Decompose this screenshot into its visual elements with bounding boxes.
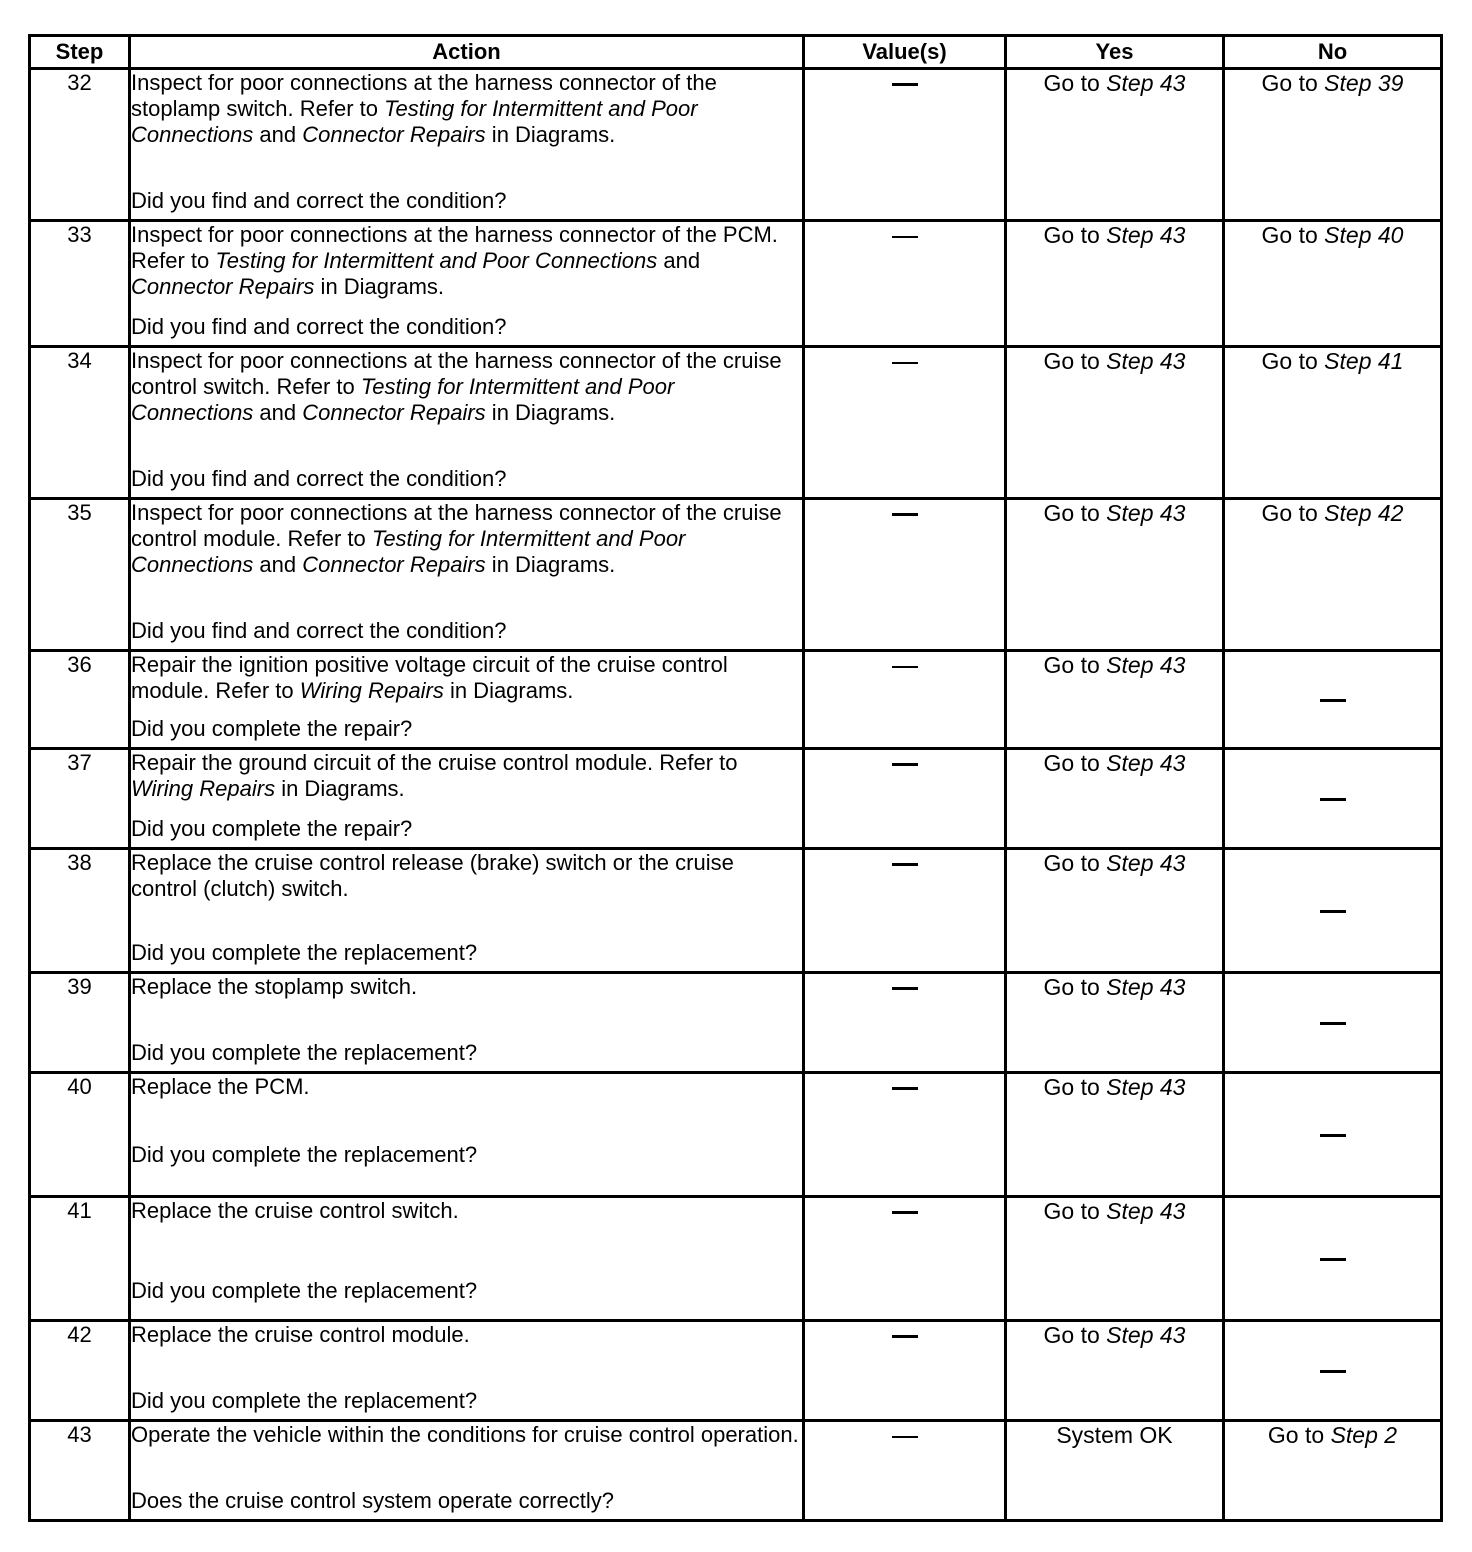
value-dash [892,362,918,364]
action-question: Does the cruise control system operate correctly? [131,1488,614,1513]
value-dash [892,987,918,990]
step-link[interactable]: Step 43 [1106,974,1186,1000]
value-cell [804,1197,1006,1321]
step-link[interactable]: Step 43 [1106,850,1186,876]
step-link[interactable]: Step 43 [1106,222,1186,248]
step-number: 42 [30,1321,130,1421]
yes-cell: Go to Step 43 [1006,849,1224,973]
value-cell [804,1073,1006,1197]
step-number: 36 [30,651,130,749]
value-cell [804,849,1006,973]
yes-cell: Go to Step 43 [1006,499,1224,651]
action-cell [130,1321,804,1421]
value-dash [892,863,918,866]
step-link[interactable]: Step 43 [1106,70,1186,96]
no-dash [1320,1258,1346,1261]
no-dash [1320,910,1346,913]
table-row [30,347,1442,499]
action-instruction: Inspect for poor connections at the harness connector of the cruise control module. Refer to Testing for Intermittent and Poor Connections and Connector Repairs in Diagrams. [131,500,782,577]
step-link[interactable]: Step 43 [1106,652,1186,678]
action-question: Did you complete the replacement? [131,1278,478,1303]
step-link[interactable]: Step 41 [1324,348,1404,374]
action-cell [130,1073,804,1197]
step-link[interactable]: Step 2 [1330,1422,1398,1448]
column-header-step: Step [30,36,130,69]
yes-cell: System OK [1006,1421,1224,1521]
table-row [30,973,1442,1073]
step-number: 34 [30,347,130,499]
action-cell [130,347,804,499]
action-question: Did you find and correct the condition? [131,314,507,339]
step-link[interactable]: Step 42 [1324,500,1404,526]
no-dash [1320,1134,1346,1137]
table-header-row [30,36,1442,69]
table-row [30,849,1442,973]
step-number: 35 [30,499,130,651]
table-row [30,1073,1442,1197]
yes-cell: Go to Step 43 [1006,651,1224,749]
action-instruction: Replace the stoplamp switch. [131,974,418,999]
action-cell [130,499,804,651]
yes-cell: Go to Step 43 [1006,221,1224,347]
step-number: 38 [30,849,130,973]
yes-cell: Go to Step 43 [1006,347,1224,499]
no-cell [1224,1073,1442,1197]
step-link[interactable]: Step 43 [1106,348,1186,374]
action-question: Did you complete the replacement? [131,1142,478,1167]
action-question: Did you complete the replacement? [131,1388,478,1413]
step-link[interactable]: Step 43 [1106,1322,1186,1348]
table-row [30,749,1442,849]
table-row [30,1321,1442,1421]
step-number: 41 [30,1197,130,1321]
value-cell [804,973,1006,1073]
action-cell [130,651,804,749]
doc-reference: Connector Repairs [131,274,315,299]
action-instruction: Replace the cruise control release (brake) switch or the cruise control (clutch) switch. [131,850,734,901]
step-link[interactable]: Step 40 [1324,222,1404,248]
action-question: Did you find and correct the condition? [131,618,507,643]
doc-reference: Connector Repairs [302,400,486,425]
step-number: 33 [30,221,130,347]
value-dash [892,1211,918,1214]
step-link[interactable]: Step 39 [1324,70,1404,96]
no-cell: Go to Step 41 [1224,347,1442,499]
action-question: Did you complete the replacement? [131,940,478,965]
yes-cell: Go to Step 43 [1006,1321,1224,1421]
no-cell [1224,973,1442,1073]
no-cell: Go to Step 40 [1224,221,1442,347]
action-instruction: Replace the PCM. [131,1074,310,1099]
value-dash [892,236,918,238]
value-cell [804,499,1006,651]
value-cell [804,1321,1006,1421]
value-cell [804,221,1006,347]
action-cell [130,221,804,347]
value-dash [892,666,918,668]
yes-cell: Go to Step 43 [1006,973,1224,1073]
value-dash [892,513,918,516]
no-cell [1224,749,1442,849]
doc-reference: Connector Repairs [302,552,486,577]
action-question: Did you complete the replacement? [131,1040,478,1065]
column-header-no: No [1224,36,1442,69]
step-link[interactable]: Step 43 [1106,1198,1186,1224]
action-cell [130,849,804,973]
value-cell [804,69,1006,221]
no-dash [1320,1022,1346,1025]
no-cell: Go to Step 39 [1224,69,1442,221]
doc-reference: Testing for Intermittent and Poor Connections [131,96,698,147]
step-link[interactable]: Step 43 [1106,1074,1186,1100]
action-question: Did you complete the repair? [131,716,413,741]
step-number: 43 [30,1421,130,1521]
step-link[interactable]: Step 43 [1106,750,1186,776]
action-cell [130,1197,804,1321]
column-header-yes: Yes [1006,36,1224,69]
no-dash [1320,699,1346,702]
diagnostic-steps-table [28,34,1443,1522]
value-dash [892,763,918,766]
table-row [30,69,1442,221]
value-dash [892,83,918,86]
no-cell [1224,1197,1442,1321]
action-instruction: Repair the ignition positive voltage circuit of the cruise control module. Refer to Wiring Repairs in Diagrams. [131,652,728,703]
action-instruction: Repair the ground circuit of the cruise control module. Refer to Wiring Repairs in Diagrams. [131,750,738,801]
action-instruction: Operate the vehicle within the conditions for cruise control operation. [131,1422,799,1447]
doc-reference: Wiring Repairs [131,776,276,801]
value-dash [892,1436,918,1438]
step-number: 37 [30,749,130,849]
column-header-values: Value(s) [804,36,1006,69]
table-row [30,221,1442,347]
action-question: Did you find and correct the condition? [131,188,507,213]
yes-cell: Go to Step 43 [1006,1073,1224,1197]
step-link[interactable]: Step 43 [1106,500,1186,526]
no-cell [1224,651,1442,749]
action-cell [130,1421,804,1521]
no-cell: Go to Step 42 [1224,499,1442,651]
step-number: 32 [30,69,130,221]
no-cell [1224,1321,1442,1421]
table-row [30,651,1442,749]
table-row [30,1197,1442,1321]
action-question: Did you complete the repair? [131,816,413,841]
action-instruction: Replace the cruise control switch. [131,1198,459,1223]
doc-reference: Testing for Intermittent and Poor Connections [131,374,675,425]
step-number: 40 [30,1073,130,1197]
doc-reference: Wiring Repairs [299,678,444,703]
yes-cell: Go to Step 43 [1006,749,1224,849]
action-instruction: Inspect for poor connections at the harness connector of the PCM. Refer to Testing for Intermittent and Poor Connections and Connector Repairs in Diagrams. [131,222,778,299]
value-dash [892,1087,918,1090]
value-cell [804,651,1006,749]
no-dash [1320,798,1346,801]
yes-cell: Go to Step 43 [1006,69,1224,221]
value-cell [804,749,1006,849]
action-cell [130,973,804,1073]
doc-reference: Testing for Intermittent and Poor Connections [215,248,658,273]
column-header-action: Action [130,36,804,69]
table-row [30,1421,1442,1521]
step-number: 39 [30,973,130,1073]
yes-cell: Go to Step 43 [1006,1197,1224,1321]
action-cell [130,69,804,221]
no-cell [1224,849,1442,973]
doc-reference: Testing for Intermittent and Poor Connections [131,526,686,577]
doc-reference: Connector Repairs [302,122,486,147]
no-dash [1320,1370,1346,1373]
value-cell [804,1421,1006,1521]
no-cell: Go to Step 2 [1224,1421,1442,1521]
action-cell [130,749,804,849]
table-row [30,499,1442,651]
action-instruction: Inspect for poor connections at the harness connector of the cruise control switch. Refer to Testing for Intermittent and Poor Connections and Connector Repairs in Diagrams. [131,348,782,425]
action-instruction: Replace the cruise control module. [131,1322,470,1347]
value-dash [892,1335,918,1338]
value-cell [804,347,1006,499]
action-instruction: Inspect for poor connections at the harness connector of the stoplamp switch. Refer to Testing for Intermittent and Poor Connections and Connector Repairs in Diagrams. [131,70,717,147]
action-question: Did you find and correct the condition? [131,466,507,491]
